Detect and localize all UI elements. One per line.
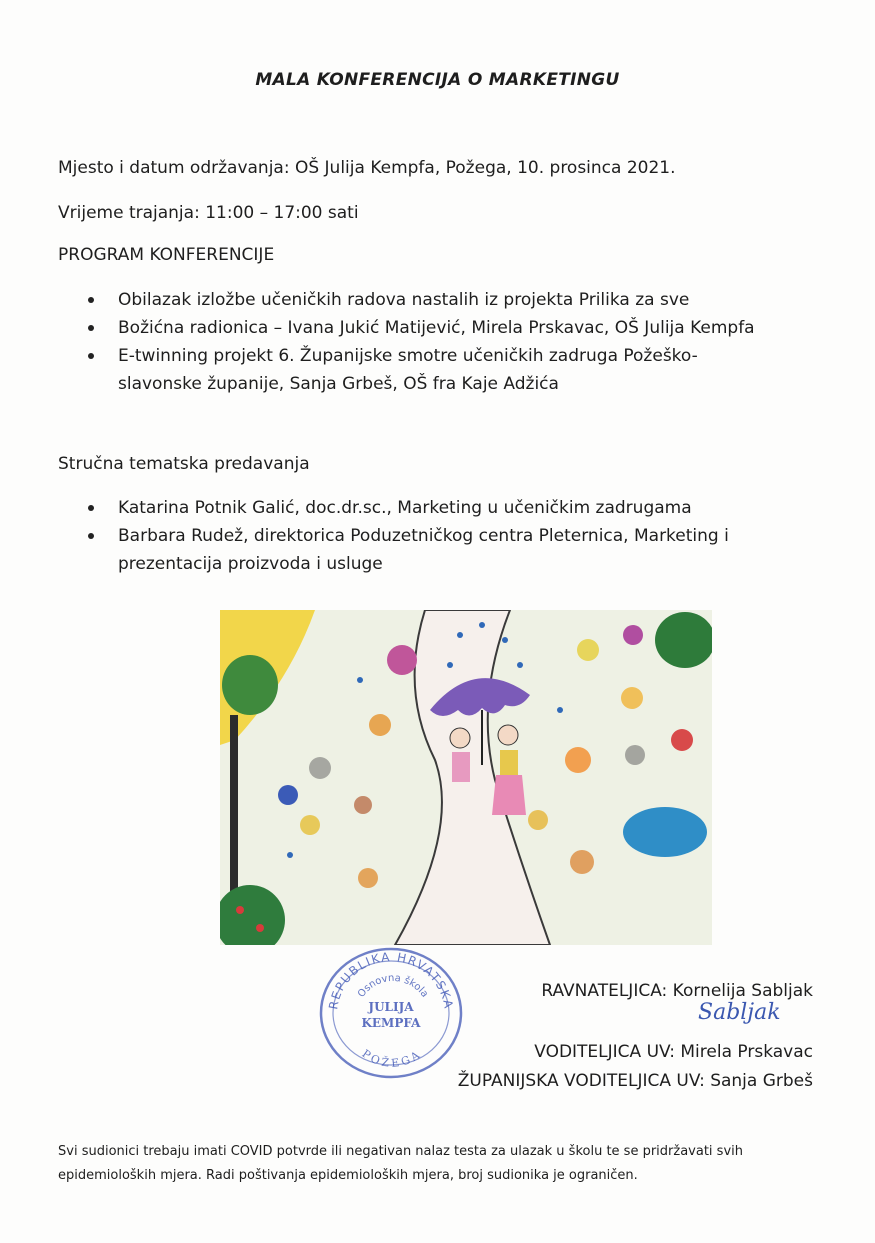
program-item: Obilazak izložbe učeničkih radova nastalih iz projekta Prilika za sve — [58, 286, 778, 314]
location-date-line: Mjesto i datum održavanja: OŠ Julija Kempfa, Požega, 10. prosinca 2021. — [58, 158, 676, 178]
lectures-list — [58, 494, 818, 578]
program-item: E-twinning projekt 6. Županijske smotre učeničkih zadruga Požeško-slavonske županije, Sanja Grbeš, OŠ fra Kaje Adžića — [58, 342, 778, 398]
footer-note: Svi sudionici trebaju imati COVID potvrde ili negativan nalaz testa za ulazak u školu te se pridržavati svih epidemioloških mjera. Radi poštivanja epidemioloških mjera, broj sudionika je ograničen. — [58, 1144, 743, 1183]
document-title: MALA KONFERENCIJA O MARKETINGU — [255, 70, 620, 90]
stamp-inner-text: Osnovna škola — [355, 972, 431, 1000]
principal-signature-line: RAVNATELJICA: Kornelija Sabljak — [541, 981, 813, 1001]
stamp-name-line1: JULIJA — [368, 1000, 414, 1014]
stamp-bottom-text: POŽEGA — [359, 1047, 425, 1070]
lecture-item: Barbara Rudež, direktorica Poduzetničkog centra Pleternica, Marketing i prezentacija proizvoda i usluge — [58, 522, 818, 578]
svg-text:POŽEGA — [359, 1047, 424, 1070]
leader-signature-line: VODITELJICA UV: Mirela Prskavac — [534, 1042, 813, 1062]
duration-line: Vrijeme trajanja: 11:00 – 17:00 sati — [58, 203, 359, 223]
lecture-item: Katarina Potnik Galić, doc.dr.sc., Marketing u učeničkim zadrugama — [58, 494, 818, 522]
stamp-outer-text: REPUBLIKA HRVATSKA — [326, 949, 456, 1011]
children-drawing-image — [220, 610, 712, 945]
handwritten-signature: Sabljak — [698, 1000, 781, 1025]
county-leader-signature-line: ŽUPANIJSKA VODITELJICA UV: Sanja Grbeš — [457, 1071, 813, 1091]
program-item: Božićna radionica – Ivana Jukić Matijević, Mirela Prskavac, OŠ Julija Kempfa — [58, 314, 778, 342]
school-stamp — [317, 945, 465, 1081]
program-heading: PROGRAM KONFERENCIJE — [58, 245, 275, 265]
svg-text:Osnovna škola — [356, 973, 430, 1000]
program-list — [58, 286, 778, 398]
lectures-heading: Stručna tematska predavanja — [58, 454, 310, 474]
stamp-name-line2: KEMPFA — [361, 1016, 421, 1030]
